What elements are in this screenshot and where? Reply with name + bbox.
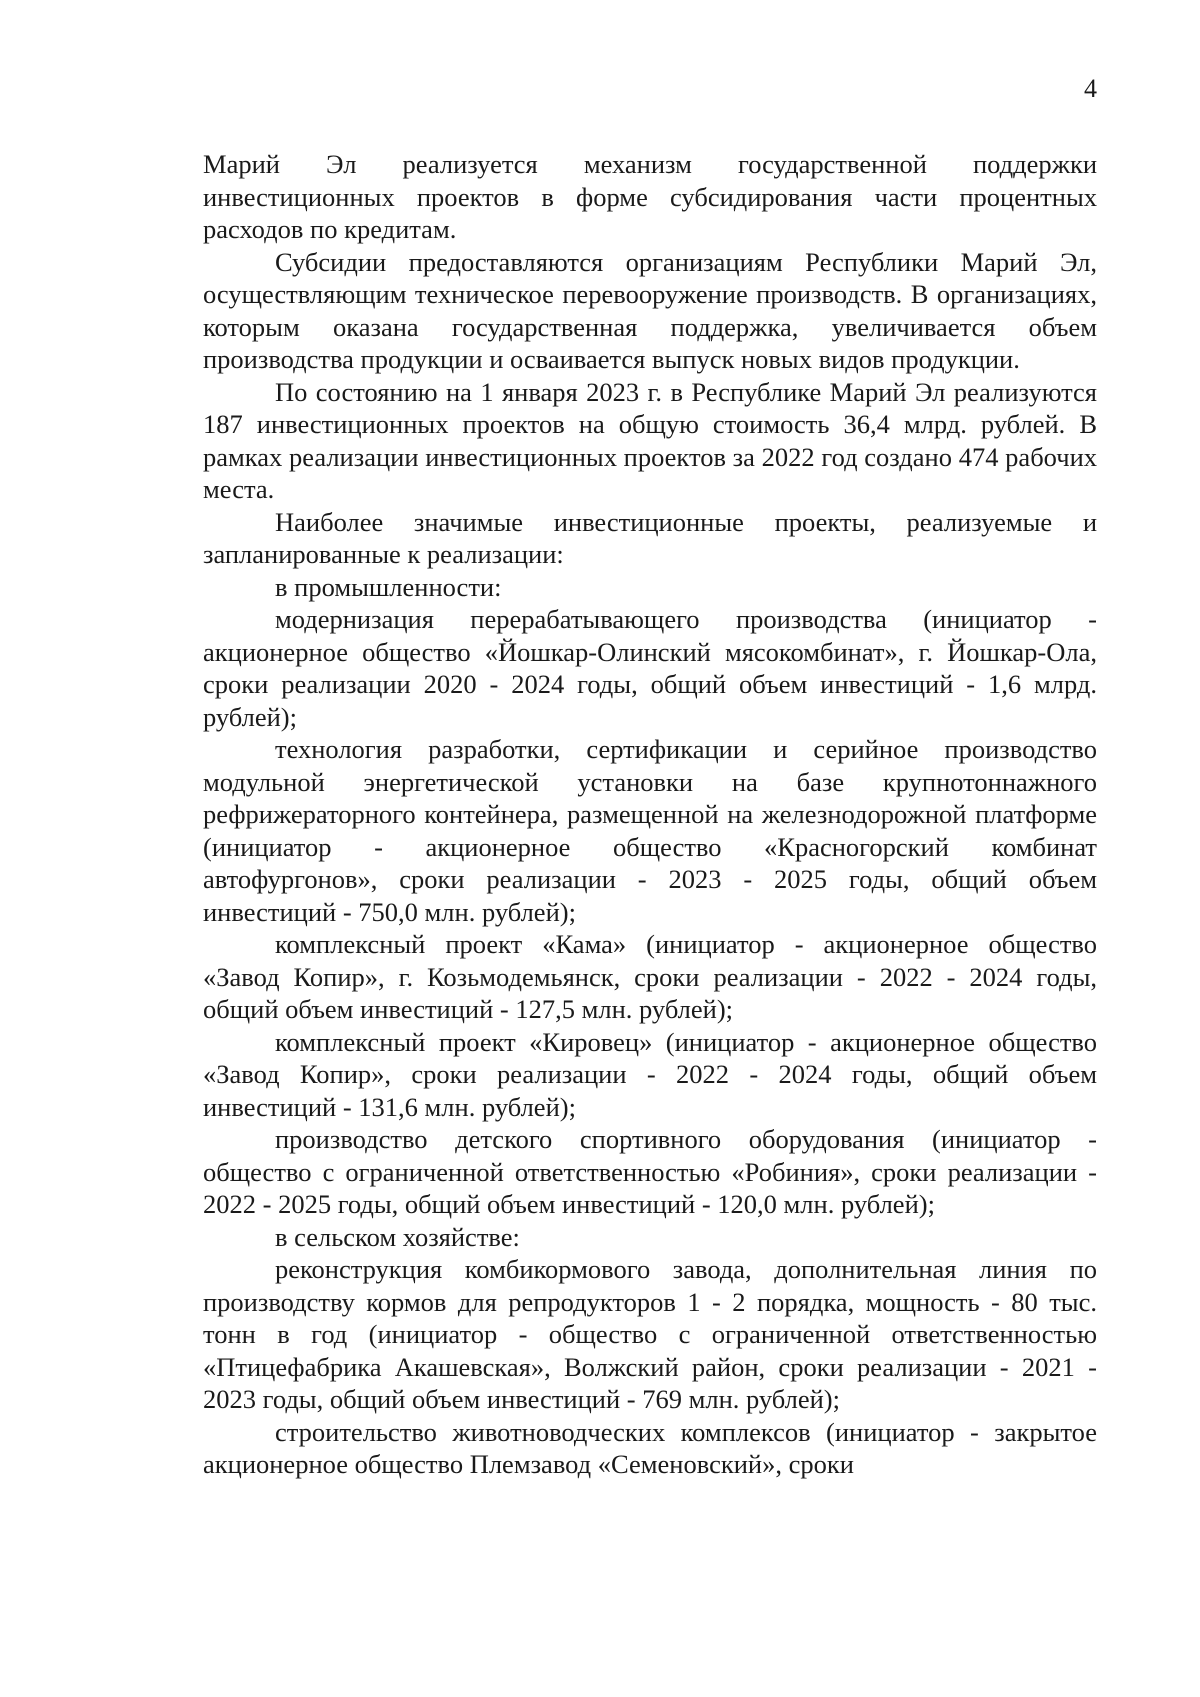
paragraph-subsidies: Субсидии предоставляются организациям Республики Марий Эл, осуществляющим техническое перевооружение производств. В организациях, которым оказана государственная поддержка, увеличивается объем производства продукции и осваивается выпуск новых видов продукции. bbox=[203, 246, 1097, 374]
paragraph-project-kama: комплексный проект «Кама» (инициатор - акционерное общество «Завод Копир», г. Козьмодемьянск, сроки реализации - 2022 - 2024 годы, общий объем инвестиций - 127,5 млн. рублей); bbox=[203, 929, 1097, 1024]
paragraph-agriculture-heading: в сельском хозяйстве: bbox=[275, 1221, 520, 1252]
paragraph-intro-continued: Марий Эл реализуется механизм государственной поддержки инвестиционных проектов в форме субсидирования части процентных расходов по кредитам. bbox=[203, 149, 1097, 244]
paragraph-significant-projects: Наиболее значимые инвестиционные проекты, реализуемые и запланированные к реализации: bbox=[203, 506, 1097, 569]
paragraph-project-energy-unit: технология разработки, сертификации и серийное производство модульной энергетической установки на базе крупнотоннажного рефрижераторного контейнера, размещенной на железнодорожной платформе (инициатор - акционерное общество «Красногорский комбинат автофургонов», сроки реализации - 2023 - 2025 годы, общий объем инвестиций - 750,0 млн. рублей); bbox=[203, 734, 1097, 927]
paragraph-project-feed-mill: реконструкция комбикормового завода, дополнительная линия по производству кормов для репродукторов 1 - 2 порядка, мощность - 80 тыс. тонн в год (инициатор - общество с ограниченной ответственностью «Птицефабрика Акашевская», Волжский район, сроки реализации - 2021 - 2023 годы, общий объем инвестиций - 769 млн. рублей); bbox=[203, 1254, 1097, 1414]
paragraph-project-robinia: производство детского спортивного оборудования (инициатор - общество с ограниченной ответственностью «Робиния», сроки реализации - 2022 - 2025 годы, общий объем инвестиций - 120,0 млн. рублей); bbox=[203, 1124, 1097, 1219]
paragraph-project-status: По состоянию на 1 января 2023 г. в Республике Марий Эл реализуются 187 инвестиционных проектов на общую стоимость 36,4 млрд. рублей. В рамках реализации инвестиционных проектов за 2022 год создано 474 рабочих места. bbox=[203, 376, 1097, 504]
paragraph-project-meat-plant: модернизация перерабатывающего производства (инициатор - акционерное общество «Йошкар-Олинский мясокомбинат», г. Йошкар-Ола, сроки реализации 2020 - 2024 годы, общий объем инвестиций - 1,6 млрд. рублей); bbox=[203, 604, 1097, 732]
paragraph-project-kirovets: комплексный проект «Кировец» (инициатор - акционерное общество «Завод Копир», сроки реализации - 2022 - 2024 годы, общий объем инвестиций - 131,6 млн. рублей); bbox=[203, 1026, 1097, 1122]
page-number: 4 bbox=[1084, 74, 1097, 103]
paragraph-project-livestock: строительство животноводческих комплексов (инициатор - закрытое акционерное общество Племзавод «Семеновский», сроки bbox=[203, 1416, 1097, 1479]
document-body bbox=[203, 148, 1097, 1481]
paragraph-industry-heading: в промышленности: bbox=[275, 571, 502, 602]
